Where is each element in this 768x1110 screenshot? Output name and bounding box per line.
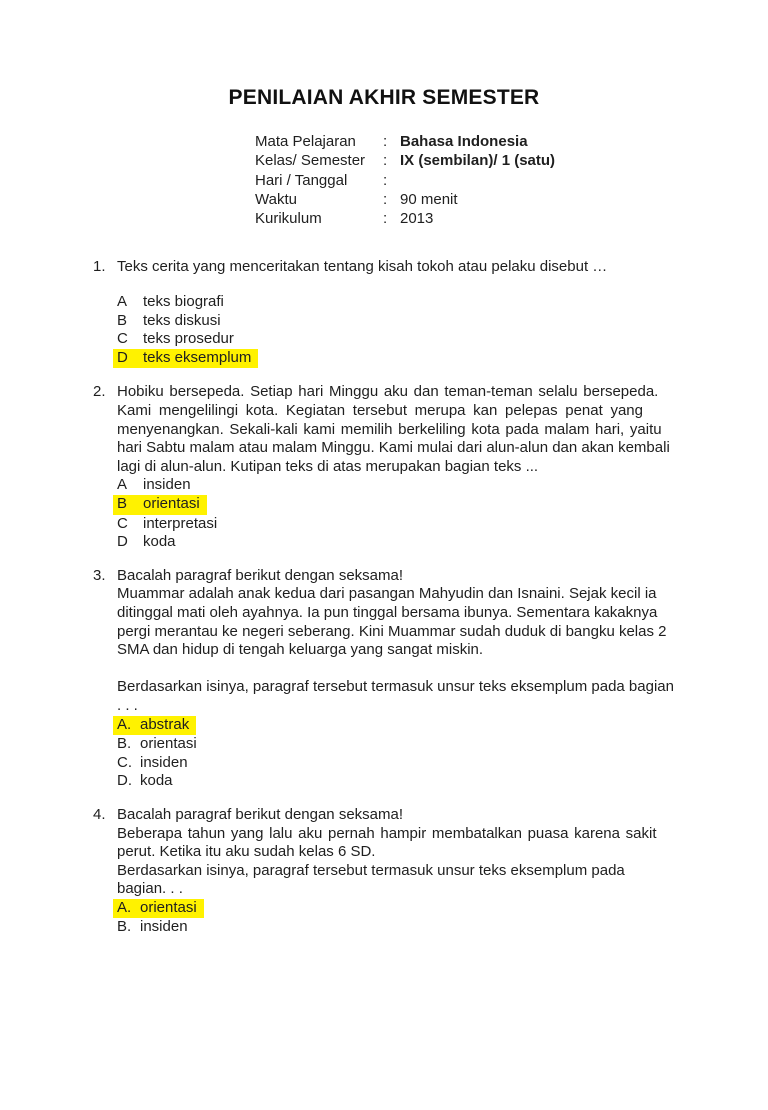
question-4 <box>93 806 768 937</box>
option-d-answer-highlight <box>113 349 258 369</box>
option-letter: C <box>117 330 128 348</box>
options <box>117 293 683 368</box>
option-row <box>117 330 683 349</box>
option-row <box>117 515 683 534</box>
question-number: 1. <box>93 258 106 276</box>
question-number: 2. <box>93 383 106 401</box>
option-row <box>117 918 683 937</box>
meta-label: Kurikulum <box>255 210 322 228</box>
question-text-line: Muammar adalah anak kedua dari pasangan Mahyudin dan Isnaini. Sejak kecil ia <box>117 585 657 603</box>
option-b <box>117 312 221 331</box>
option-text: teks biografi <box>143 293 224 311</box>
meta-colon: : <box>383 152 388 170</box>
meta-value: IX (sembilan)/ 1 (satu) <box>400 152 556 170</box>
question-text-line: Hobiku bersepeda. Setiap hari Minggu aku dan teman-teman selalu bersepeda. <box>117 383 659 401</box>
options <box>117 476 683 551</box>
option-letter: A. <box>117 715 132 733</box>
options <box>117 899 683 937</box>
option-text: teks prosedur <box>143 330 234 348</box>
meta-colon: : <box>383 210 388 228</box>
option-a-answer-highlight <box>113 716 196 736</box>
question-list <box>93 258 768 937</box>
meta-value: 2013 <box>400 210 434 228</box>
option-text: insiden <box>140 753 188 771</box>
meta-value: Bahasa Indonesia <box>400 133 528 150</box>
question-text-line: . . . <box>117 696 138 714</box>
option-text: teks eksemplum <box>143 348 252 366</box>
option-letter: D <box>117 533 128 551</box>
option-row <box>117 312 683 331</box>
option-text: orientasi <box>140 735 197 753</box>
exam-document-page <box>0 86 768 1110</box>
meta-colon: : <box>383 190 388 208</box>
meta-label: Kelas/ Semester <box>255 152 366 170</box>
meta-label: Mata Pelajaran <box>255 133 356 150</box>
question-text-line: hari Sabtu malam atau malam Minggu. Kami mulai dari alun-alun dan akan kembali <box>117 439 670 457</box>
option-text: insiden <box>143 476 191 494</box>
option-letter: A <box>117 293 128 311</box>
page-title: PENILAIAN AKHIR SEMESTER <box>228 86 540 109</box>
option-c <box>117 515 217 534</box>
question-2 <box>93 383 768 551</box>
option-row <box>117 476 683 495</box>
option-row <box>117 735 683 754</box>
option-row <box>117 533 683 552</box>
option-text: orientasi <box>140 898 197 916</box>
option-c <box>117 330 234 349</box>
option-text: orientasi <box>143 495 200 513</box>
meta-colon: : <box>383 171 388 189</box>
option-letter: B <box>117 495 128 513</box>
option-letter: C <box>117 514 128 532</box>
option-a <box>117 293 224 312</box>
question-3 <box>93 567 768 791</box>
meta-colon: : <box>383 133 388 150</box>
option-a <box>117 476 191 495</box>
question-text-line: perut. Ketika itu aku sudah kelas 6 SD. <box>117 843 376 861</box>
option-b <box>117 918 188 937</box>
question-text-line: ditinggal mati oleh ayahnya. Ia pun tinggal bersama ibunya. Sementara kakaknya <box>117 603 658 621</box>
option-row <box>117 293 683 312</box>
option-d <box>117 533 176 552</box>
question-text-line: pergi merantau ke negeri seberang. Kini Muammar sudah duduk di bangku kelas 2 <box>117 622 667 640</box>
blank-line <box>117 660 683 679</box>
option-text: interpretasi <box>143 514 218 532</box>
option-letter: B <box>117 311 128 329</box>
option-letter: B. <box>117 918 132 936</box>
option-row <box>117 495 683 515</box>
option-d <box>117 772 173 791</box>
question-text-line: Kami mengelilingi kota. Kegiatan tersebut merupa kan pelepas penat yang <box>117 402 643 420</box>
meta-value: 90 menit <box>400 190 458 208</box>
meta-label: Waktu <box>255 190 297 208</box>
question-text-line: lagi di alun-alun. Kutipan teks di atas merupakan bagian teks ... <box>117 457 539 475</box>
option-row <box>117 754 683 773</box>
question-text-line: bagian. . . <box>117 880 183 898</box>
meta-row-curriculum <box>255 209 768 228</box>
option-row <box>117 349 683 369</box>
question-number: 3. <box>93 566 106 584</box>
option-text: insiden <box>140 918 188 936</box>
question-text-line: Berdasarkan isinya, paragraf tersebut termasuk unsur teks eksemplum pada <box>117 861 625 879</box>
question-text-line: Bacalah paragraf berikut dengan seksama! <box>117 566 404 584</box>
option-letter: A <box>117 476 128 494</box>
option-letter: B. <box>117 735 132 753</box>
option-c <box>117 754 188 773</box>
meta-row-subject <box>255 132 768 151</box>
option-text: abstrak <box>140 715 190 733</box>
option-row <box>117 716 683 736</box>
option-letter: D. <box>117 772 132 790</box>
option-b <box>117 735 197 754</box>
option-text: koda <box>140 772 173 790</box>
question-text-line: SMA dan hidup di tengah keluarga yang sangat miskin. <box>117 641 484 659</box>
question-text-line: Berdasarkan isinya, paragraf tersebut termasuk unsur teks eksemplum pada bagian <box>117 678 674 696</box>
question-text-line: Bacalah paragraf berikut dengan seksama! <box>117 805 404 823</box>
option-letter: C. <box>117 753 132 771</box>
option-text: koda <box>143 533 176 551</box>
option-text: teks diskusi <box>143 311 221 329</box>
meta-row-class-semester <box>255 151 768 170</box>
option-letter: A. <box>117 898 132 916</box>
options <box>117 716 683 791</box>
exam-metadata-block <box>255 132 768 228</box>
question-number: 4. <box>93 805 106 823</box>
option-a-answer-highlight <box>113 899 204 919</box>
option-row <box>117 899 683 919</box>
meta-label: Hari / Tanggal <box>255 171 348 189</box>
meta-row-date <box>255 171 768 190</box>
option-letter: D <box>117 348 128 366</box>
option-b-answer-highlight <box>113 495 207 515</box>
meta-row-duration <box>255 190 768 209</box>
question-text-line: Beberapa tahun yang lalu aku pernah hampir membatalkan puasa karena sakit <box>117 824 657 842</box>
question-text-line: Teks cerita yang menceritakan tentang kisah tokoh atau pelaku disebut … <box>117 258 608 276</box>
option-row <box>117 772 683 791</box>
question-text-line: menyenangkan. Sekali-kali kami memilih berkeliling kota pada malam hari, yaitu <box>117 420 662 438</box>
question-1 <box>93 258 768 368</box>
